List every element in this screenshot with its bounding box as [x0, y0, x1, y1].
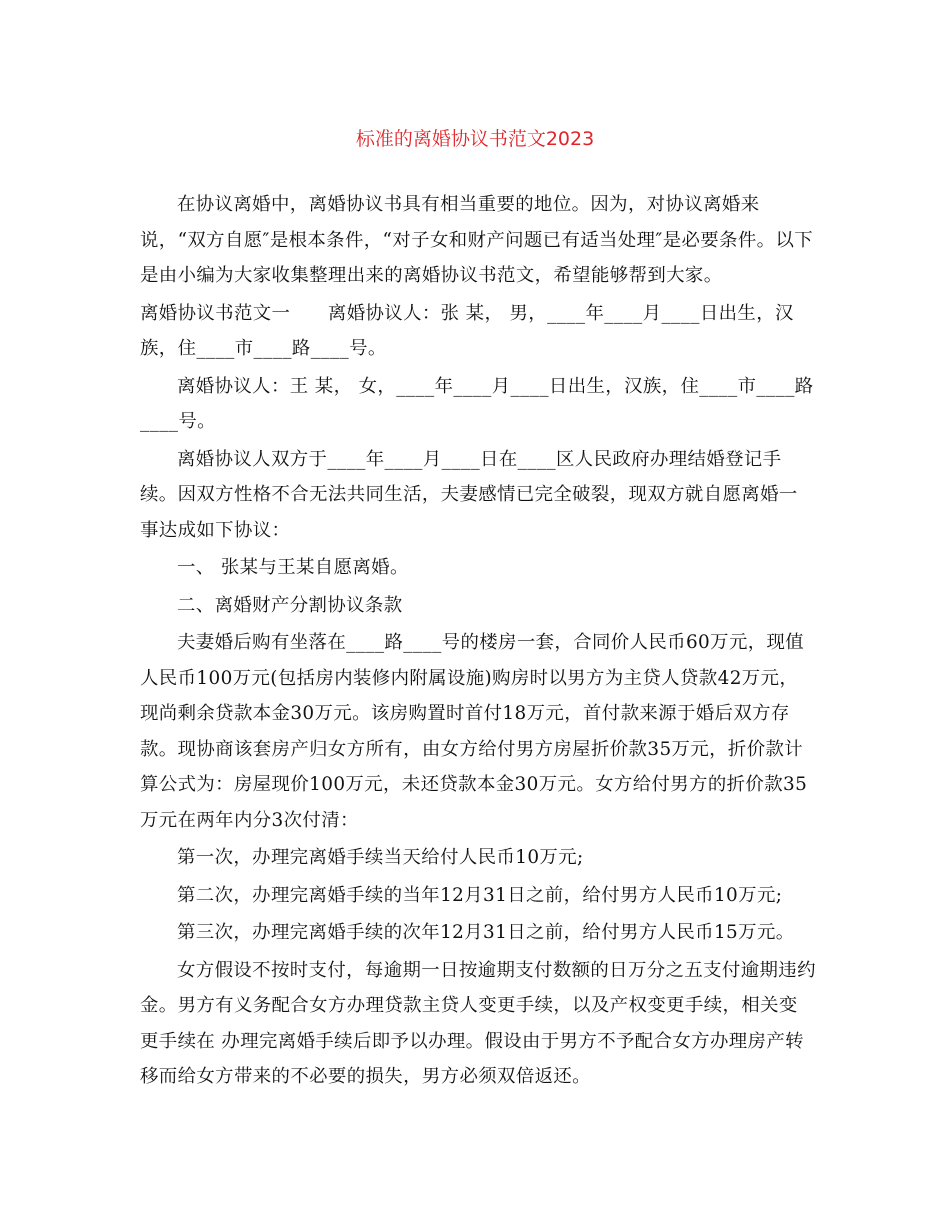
paragraph: 二、离婚财产分割协议条款	[177, 594, 403, 616]
paragraph: 夫妻婚后购有坐落在____路____号的楼房一套，合同价人民币60万元，现值人民币100万元(包括房内装修内附属设施)购房时以男方为主贷人贷款42万元，现尚剩余贷款本金30万元。该房购置时首付18万元，首付款来源于婚后双方存款。现协商该套房产归女方所有，由女方给付男方房屋折价款35万元，折价款计算公式为：房屋现价100万元，未还贷款本金30万元。女方给付男方的折价款35万元在两年内分3次付清：	[140, 632, 808, 831]
document-title: 标准的离婚协议书范文2023	[355, 128, 595, 150]
paragraph: 女方假设不按时支付，每逾期一日按逾期支付数额的日万分之五支付逾期违约金。男方有义务配合女方办理贷款主贷人变更手续，以及产权变更手续，相关变更手续在 办理完离婚手续后即予以办理。假设由于男方不予配合女方办理房产转移而给女方带来的不必要的损失，男方必须双倍返还。	[140, 959, 816, 1087]
paragraph: 离婚协议人：王 某， 女，____年____月____日出生，汉族，住____市____路____号。	[140, 375, 814, 432]
paragraph: 第三次，办理完离婚手续的次年12月31日之前，给付男方人民币15万元。	[177, 922, 795, 943]
paragraph: 第一次，办理完离婚手续当天给付人民币10万元;	[177, 847, 584, 868]
paragraph: 第二次，办理完离婚手续的当年12月31日之前，给付男方人民币10万元;	[177, 884, 783, 906]
paragraph: 离婚协议书范文一 离婚协议人：张 某， 男，____年____月____日出生，汉族，住____市____路____号。	[140, 302, 794, 359]
paragraph: 在协议离婚中，离婚协议书具有相当重要的地位。因为，对协议离婚来说，“双方自愿″是根本条件，“对子女和财产问题已有适当处理″是必要条件。以下是由小编为大家收集整理出来的离婚协议书范文，希望能够帮到大家。	[140, 194, 814, 286]
paragraph: 离婚协议人双方于____年____月____日在____区人民政府办理结婚登记手续。因双方性格不合无法共同生活，夫妻感情已完全破裂，现双方就自愿离婚一事达成如下协议：	[140, 448, 798, 541]
document-body	[140, 187, 816, 1097]
paragraph: 一、 张某与王某自愿离婚。	[177, 557, 409, 578]
